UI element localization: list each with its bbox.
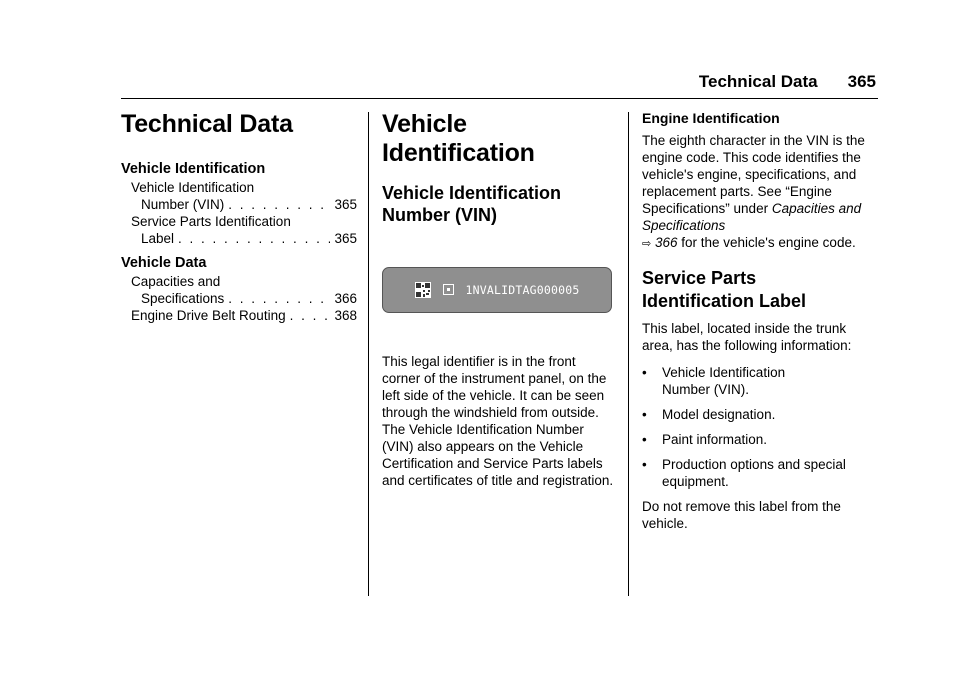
list-item-text: Model designation. [662, 407, 776, 422]
vin-subtitle-line1: Vehicle Identification [382, 182, 562, 203]
header-page-number: 365 [847, 72, 876, 91]
toc-entry-line1: Vehicle Identification [131, 179, 255, 195]
engine-heading: Engine Identification [642, 110, 780, 126]
bullet-dot: • [642, 432, 647, 447]
vin-plate-image [382, 267, 612, 313]
list-item [642, 456, 878, 490]
toc-entry-page: 368 [334, 307, 357, 323]
toc-entry-line2: Number (VIN) [141, 196, 225, 212]
header-section-title: Technical Data [698, 72, 818, 91]
page-header [699, 72, 876, 92]
list-item [642, 431, 878, 448]
list-item-text: Paint information. [662, 432, 768, 447]
spil-heading-line1: Service Parts [642, 268, 757, 288]
plate-square-icon [443, 284, 454, 295]
vin-subtitle-line2: Number (VIN) [382, 205, 498, 225]
toc-entry-line2: Engine Drive Belt Routing [131, 307, 286, 323]
capacities-link[interactable]: Capacities and Specifications [642, 201, 862, 233]
list-item [642, 364, 878, 398]
bullet-dot: • [642, 457, 647, 472]
list-item-text: Vehicle Identification Number (VIN). [662, 365, 786, 397]
toc-column [121, 106, 357, 324]
vin-subtitle [382, 182, 614, 227]
spil-intro: This label, located inside the trunk area, has the following information: [642, 321, 852, 353]
toc-entry-line2: Label [141, 230, 175, 246]
toc-group-label: Vehicle Data [121, 254, 207, 271]
vin-paragraph: This legal identifier is in the front corner of the instrument panel, on the left side of the vehicle. It can be seen through the windshield from outside. The Vehicle Identification Number (VIN) also appears on the Vehicle Certification and Service Parts labels and certificates of title and registration. [382, 353, 614, 488]
engine-spil-column [642, 106, 878, 542]
toc-entry-spil[interactable] [121, 213, 357, 247]
toc-group-label: Vehicle Identification [121, 160, 266, 177]
dot-leader [178, 230, 330, 247]
toc-entry-page: 365 [334, 230, 357, 246]
toc-entry-line1: Capacities and [131, 273, 221, 289]
vin-plate-text: 1NVALIDTAG000005 [465, 282, 580, 297]
bullet-dot: • [642, 365, 647, 380]
vin-column [382, 106, 614, 499]
dot-leader [290, 307, 331, 324]
toc-entry-line2: Specifications [141, 290, 225, 306]
dot-leader [228, 290, 330, 307]
page-ref-icon: ⇨ [642, 238, 652, 250]
toc-entry-belt-routing[interactable] [121, 307, 357, 324]
toc-entry-capacities[interactable] [121, 273, 357, 307]
engine-paragraph-text: The eighth character in the VIN is the engine code. This code identifies the vehicle's engine, specifications, and replacement parts. See “Engine Specifications” under [642, 133, 865, 216]
spil-heading-line2: Identification Label [642, 290, 807, 311]
spil-heading [642, 267, 878, 312]
bullet-dot: • [642, 407, 647, 422]
list-item-text: Production options and special equipment. [662, 457, 846, 489]
header-rule [121, 98, 878, 99]
toc-entry-page: 366 [334, 290, 357, 306]
barcode-icon [415, 282, 431, 298]
engine-paragraph-tail: for the vehicle's engine code. [677, 235, 856, 250]
toc-entry-page: 365 [334, 196, 357, 212]
toc-entry-line1: Service Parts Identification [131, 213, 291, 229]
closing-paragraph: Do not remove this label from the vehicle. [642, 499, 841, 531]
list-item [642, 406, 878, 423]
dot-leader [228, 196, 330, 213]
column-divider-1 [368, 112, 369, 596]
page-ref-number[interactable]: 366 [654, 235, 678, 250]
toc-title: Technical Data [121, 110, 293, 138]
toc-entry-vin[interactable] [121, 179, 357, 213]
column-divider-2 [628, 112, 629, 596]
engine-paragraph [642, 132, 878, 253]
section-title: Vehicle Identification [382, 110, 535, 167]
